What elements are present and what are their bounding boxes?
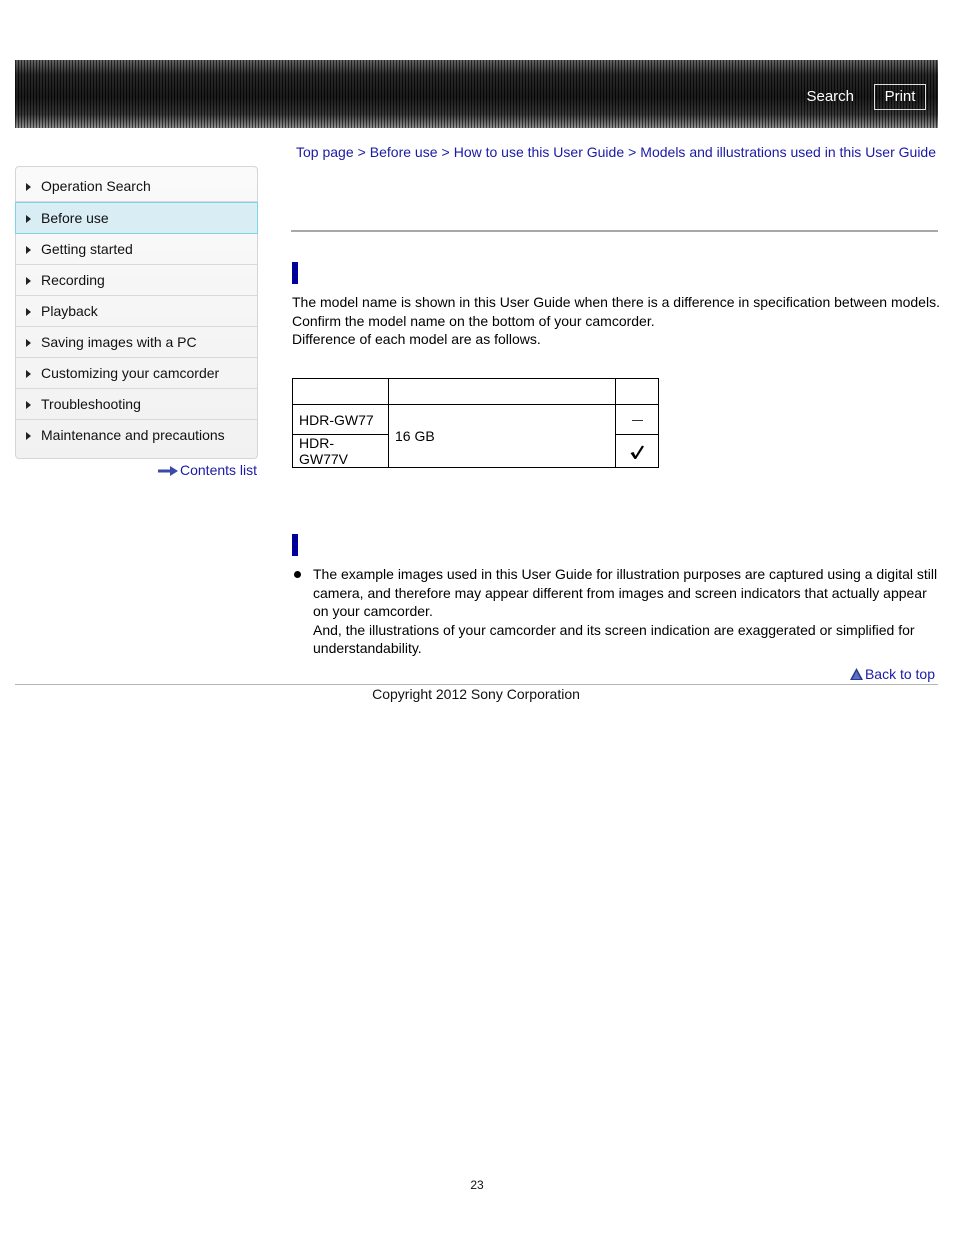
triangle-right-icon	[26, 401, 31, 409]
triangle-right-icon	[26, 183, 31, 191]
section-heading-marker	[292, 534, 298, 556]
illustration-note	[294, 565, 938, 658]
capacity-cell: 16 GB	[389, 405, 616, 468]
breadcrumb-how-to-use[interactable]: How to use this User Guide	[453, 144, 625, 160]
sidebar-item-troubleshooting[interactable]	[16, 389, 257, 420]
back-to-top-label: Back to top	[864, 666, 935, 682]
table-header-cell	[616, 379, 659, 405]
sidebar-item-label: Saving images with a PC	[41, 334, 197, 350]
breadcrumb-before-use[interactable]: Before use	[369, 144, 438, 160]
mark-cell	[616, 405, 659, 435]
triangle-right-icon	[26, 215, 31, 223]
check-icon	[629, 444, 645, 460]
sidebar-item-label: Troubleshooting	[41, 396, 141, 412]
sidebar-item-label: Getting started	[41, 241, 133, 257]
sidebar-item-label: Playback	[41, 303, 98, 319]
breadcrumb-top-page[interactable]: Top page	[296, 144, 354, 160]
contents-list-label: Contents list	[180, 462, 258, 478]
intro-paragraph	[292, 293, 942, 349]
sidebar-item-saving-images[interactable]	[16, 327, 257, 358]
bullet-icon	[294, 571, 301, 578]
print-button[interactable]: Print	[874, 84, 926, 110]
list-item	[313, 565, 938, 658]
model-cell: HDR-GW77	[293, 405, 389, 435]
model-spec-table	[292, 378, 659, 468]
intro-line: Confirm the model name on the bottom of your camcorder.	[292, 312, 655, 329]
triangle-right-icon	[26, 339, 31, 347]
table-row	[293, 405, 659, 435]
search-button[interactable]: Search	[806, 88, 854, 105]
sidebar-item-label: Operation Search	[41, 178, 151, 194]
footer-divider	[15, 684, 938, 685]
sidebar-item-operation-search[interactable]	[16, 171, 257, 202]
sidebar-item-before-use[interactable]	[15, 202, 258, 234]
sidebar-item-customizing[interactable]	[16, 358, 257, 389]
table-header-cell	[389, 379, 616, 405]
note-line: on your camcorder.	[313, 603, 433, 619]
breadcrumb-separator: >	[357, 144, 366, 160]
note-line: The example images used in this User Guide for illustration purposes are captured using a digital still	[313, 566, 938, 582]
note-line: camera, and therefore may appear different from images and screen indicators that actually appear	[313, 584, 927, 601]
page-number: 23	[470, 1178, 484, 1192]
sidebar-nav	[15, 166, 258, 459]
note-line: understandability.	[313, 640, 422, 656]
table-header-cell	[293, 379, 389, 405]
triangle-up-icon	[850, 668, 863, 680]
sidebar-item-label: Maintenance and precautions	[41, 427, 225, 443]
mark-cell	[616, 435, 659, 468]
sidebar-item-label: Recording	[41, 272, 105, 288]
section-heading-marker	[292, 262, 298, 284]
sidebar-item-maintenance[interactable]	[16, 420, 257, 450]
back-to-top-link[interactable]	[850, 666, 935, 682]
sidebar-item-getting-started[interactable]	[16, 234, 257, 265]
note-line: And, the illustrations of your camcorder and its screen indication are exaggerated or simplified for	[313, 621, 915, 638]
arrow-right-icon	[158, 466, 178, 476]
breadcrumb-separator: >	[441, 144, 450, 160]
table-header-row	[293, 379, 659, 405]
model-cell: HDR-GW77V	[293, 435, 389, 468]
triangle-right-icon	[26, 370, 31, 378]
sidebar-item-label: Before use	[41, 210, 109, 226]
triangle-right-icon	[26, 432, 31, 440]
contents-list-link[interactable]	[158, 462, 257, 478]
sidebar-item-label: Customizing your camcorder	[41, 365, 220, 381]
sidebar-item-playback[interactable]	[16, 296, 257, 327]
intro-line: Difference of each model are as follows.	[292, 331, 541, 347]
intro-line: The model name is shown in this User Guide when there is a difference in specification between models.	[292, 294, 940, 310]
sidebar-item-recording[interactable]	[16, 265, 257, 296]
title-divider	[291, 230, 938, 232]
triangle-right-icon	[26, 246, 31, 254]
dash-icon	[632, 420, 643, 421]
breadcrumb-models-illustrations[interactable]: Models and illustrations used in this User Guide	[640, 144, 936, 160]
triangle-right-icon	[26, 308, 31, 316]
header-banner	[15, 60, 938, 128]
triangle-right-icon	[26, 277, 31, 285]
breadcrumb-separator: >	[628, 144, 637, 160]
copyright-text: Copyright 2012 Sony Corporation	[372, 686, 580, 702]
breadcrumb	[296, 144, 936, 160]
